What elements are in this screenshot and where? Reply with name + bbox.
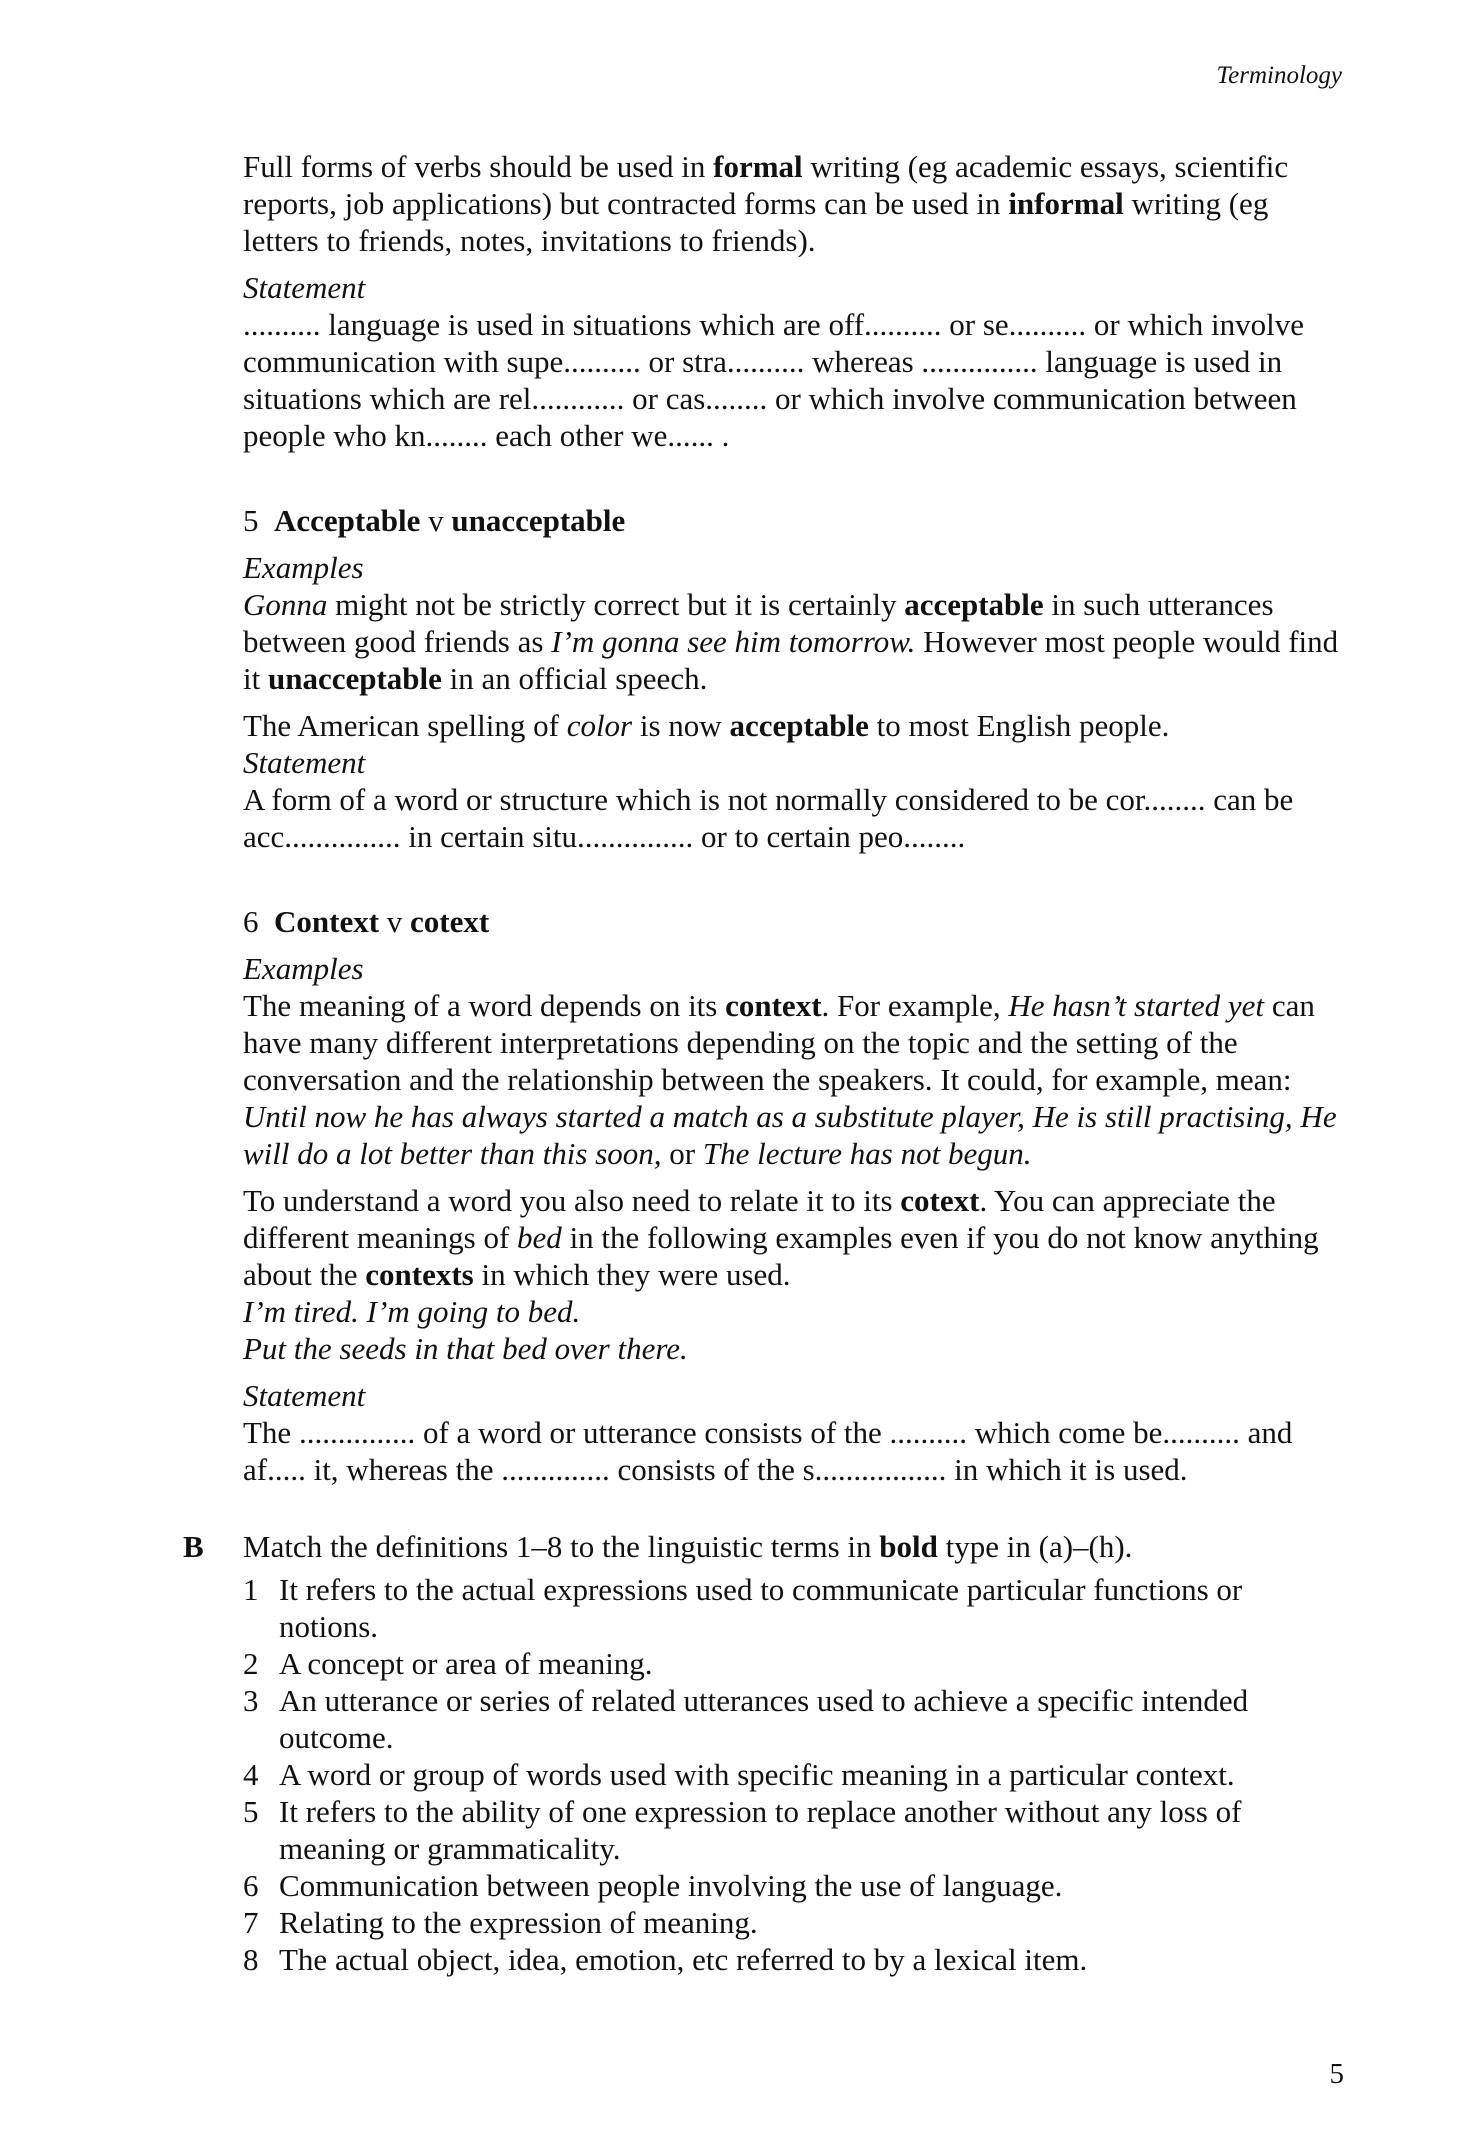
term-informal: informal — [1008, 186, 1124, 221]
statement-text: A form of a word or structure which is not normally considered to be cor........ can be acc............... in certain situ............... or to certain peo........ — [243, 782, 1294, 854]
example-paragraph: The meaning of a word depends on its context. For example, He hasn’t started yet can have many different interpretations depending on the topic and the setting of the conversation and the relationship between the speakers. It could, for example, mean: Until now he has always started a match as a substitute player, He is still practising, He will do a lot better than this soon, or The lecture has not begun. — [243, 988, 1337, 1171]
examples-label: Examples — [243, 951, 364, 986]
exercise-instructions: Match the definitions 1–8 to the linguistic terms in bold type in (a)–(h). — [243, 1529, 1133, 1564]
list-item: 8 The actual object, idea, emotion, etc referred to by a lexical item. — [243, 1942, 1088, 1977]
definitions-list — [243, 1571, 1348, 1978]
term-formal: formal — [713, 149, 803, 184]
example-paragraph: The American spelling of color is now acceptable to most English people. — [243, 708, 1170, 743]
example-paragraph: Gonna might not be strictly correct but it is certainly acceptable in such utterances between good friends as I’m gonna see him tomorrow. However most people would find it unacceptable in an official speech. — [243, 587, 1339, 696]
exercise-b — [183, 1528, 1348, 1978]
examples-label: Examples — [243, 550, 364, 585]
list-item: 6 Communication between people involving the use of language. — [243, 1868, 1063, 1903]
statement-text: The ............... of a word or utterance consists of the .......... which come be.......... and af..... it, whereas the .............. consists of the s................. in which it is used. — [243, 1415, 1293, 1487]
intro-paragraph: Full forms of verbs should be used in formal writing (eg academic essays, scientific reports, job applications) but contracted forms can be used in informal writing (eg letters to friends, notes, invitations to friends). — [243, 149, 1289, 258]
list-item: 4 A word or group of words used with specific meaning in a particular context. — [243, 1757, 1235, 1792]
list-item: 7 Relating to the expression of meaning. — [243, 1905, 758, 1940]
page-number: 5 — [1329, 2058, 1344, 2090]
running-header: Terminology — [1216, 62, 1342, 89]
page-content — [183, 148, 1348, 1978]
exercise-marker: B — [183, 1529, 204, 1564]
section-heading-6: 6 Context v cotext — [243, 904, 490, 939]
statement-label: Statement — [243, 270, 366, 305]
list-item: 5 It refers to the ability of one expression to replace another without any loss of meaning or grammaticality. — [243, 1794, 1242, 1866]
example-sentence: I’m tired. I’m going to bed. — [243, 1294, 581, 1329]
statement-label: Statement — [243, 745, 366, 780]
section-heading-5: 5 Acceptable v unacceptable — [243, 503, 626, 538]
list-item: 3 An utterance or series of related utterances used to achieve a specific intended outcome. — [243, 1683, 1249, 1755]
statement-text: .......... language is used in situations which are off.......... or se.......... or which involve communication with supe.......... or stra.......... whereas ............... language is used in situations which are rel............ or cas........ or which involve communication between people who kn........ each other we...... . — [243, 307, 1304, 453]
example-paragraph: To understand a word you also need to relate it to its cotext. You can appreciate the different meanings of bed in the following examples even if you do not know anything about the contexts in which they were used. — [243, 1183, 1319, 1292]
list-item: 1 It refers to the actual expressions used to communicate particular functions or notions. — [243, 1572, 1243, 1644]
list-item: 2 A concept or area of meaning. — [243, 1646, 653, 1681]
example-sentence: Put the seeds in that bed over there. — [243, 1331, 688, 1366]
statement-label: Statement — [243, 1378, 366, 1413]
